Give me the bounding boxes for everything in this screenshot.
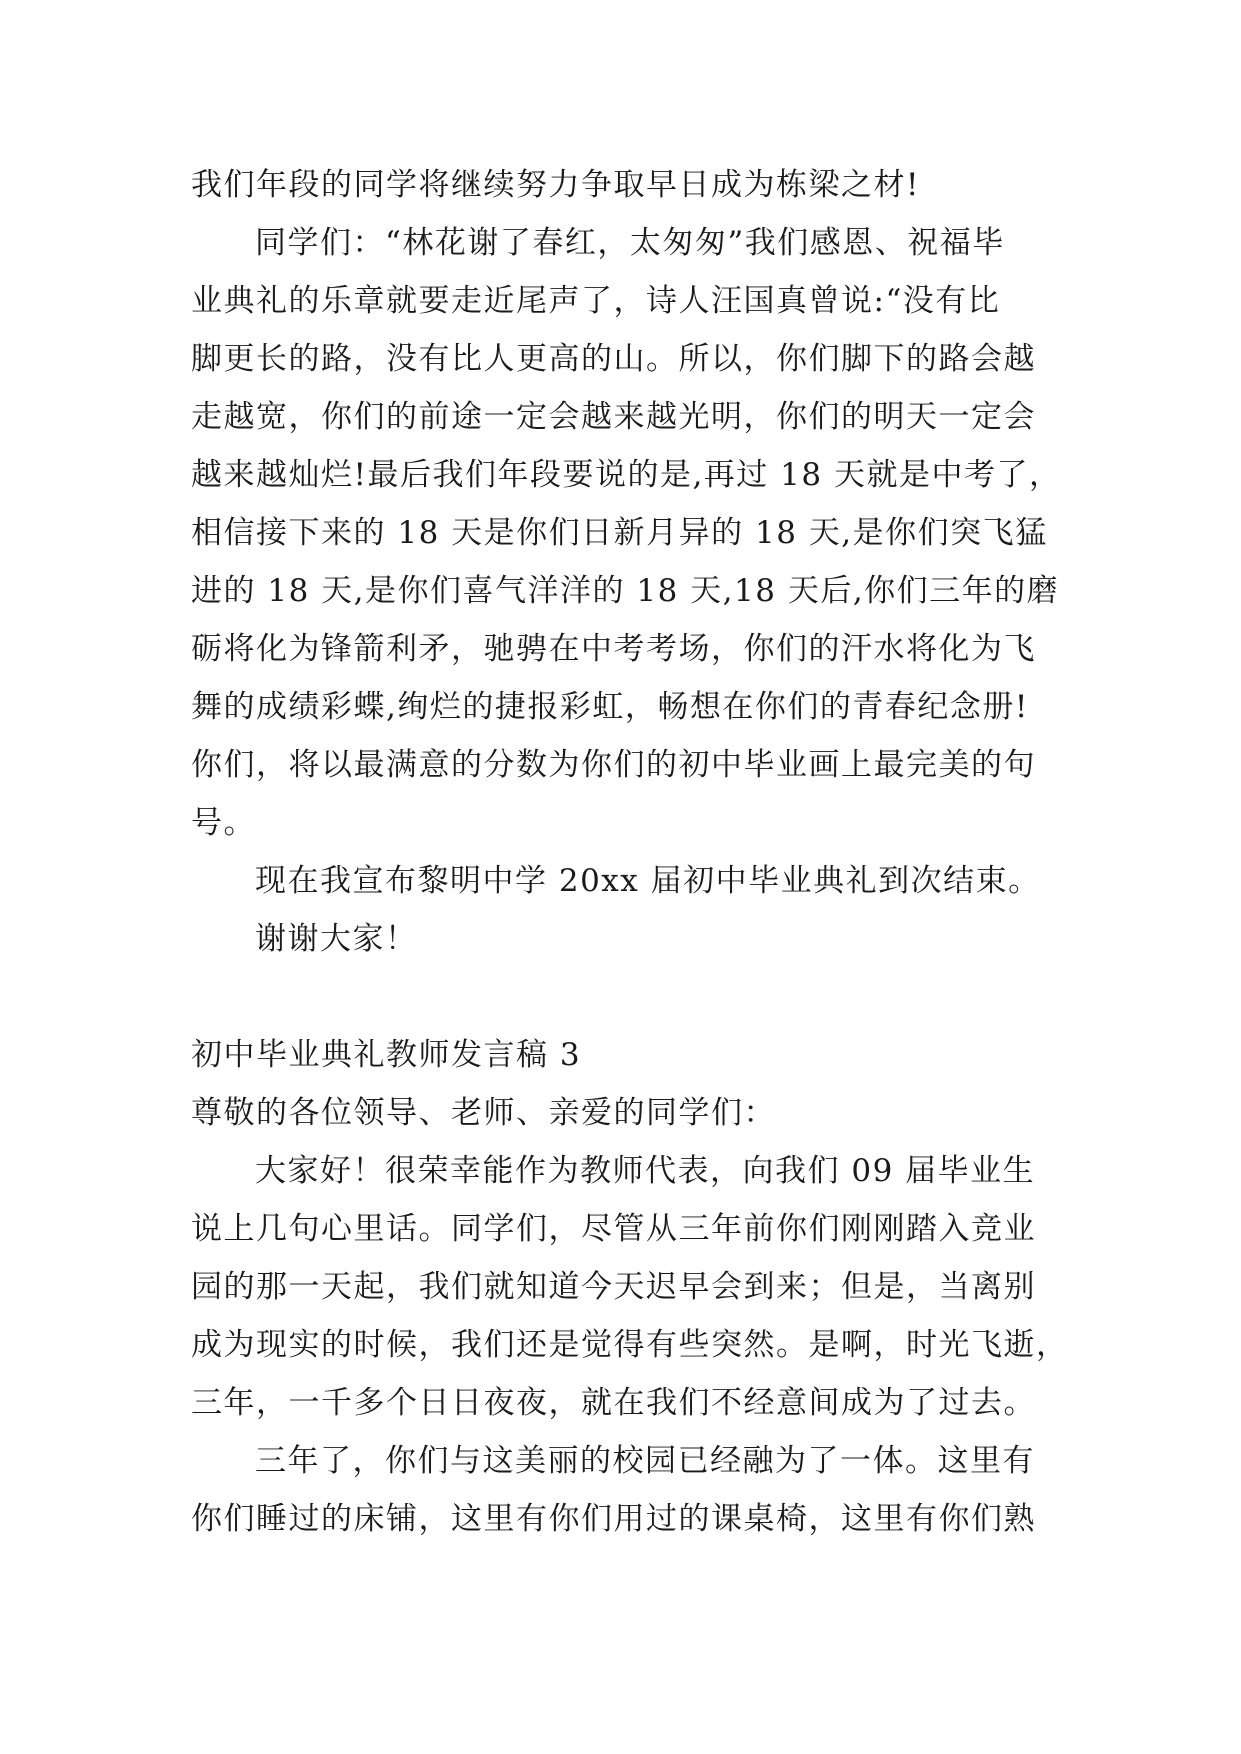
text-line: 园的那一天起，我们就知道今天迟早会到来；但是，当离别	[191, 1269, 1036, 1305]
text-line: 你们睡过的床铺，这里有你们用过的课桌椅，这里有你们熟	[191, 1501, 1036, 1537]
text-line: 砺将化为锋箭利矛，驰骋在中考考场，你们的汗水将化为飞	[191, 631, 1036, 667]
text-line: 号。	[191, 805, 256, 841]
text-line: 成为现实的时候，我们还是觉得有些突然。是啊，时光飞逝，	[191, 1327, 1069, 1363]
text-line: 进的 18 天,是你们喜气洋洋的 18 天,18 天后,你们三年的磨	[191, 573, 1060, 609]
text-line: 现在我宣布黎明中学 20xx 届初中毕业典礼到次结束。	[255, 863, 1041, 899]
text-line: 谢谢大家！	[255, 921, 418, 957]
text-line: 同学们：“林花谢了春红，太匆匆”我们感恩、祝福毕	[255, 225, 1005, 261]
text-line: 越来越灿烂!最后我们年段要说的是,再过 18 天就是中考了，	[191, 457, 1062, 493]
text-line: 说上几句心里话。同学们，尽管从三年前你们刚刚踏入竞业	[191, 1211, 1036, 1247]
text-line: 业典礼的乐章就要走近尾声了，诗人汪国真曾说:“没有比	[191, 283, 1001, 319]
salutation: 尊敬的各位领导、老师、亲爱的同学们：	[191, 1095, 776, 1131]
text-line: 三年，一千多个日日夜夜，就在我们不经意间成为了过去。	[191, 1385, 1036, 1421]
text-line: 我们年段的同学将继续努力争取早日成为栋梁之材!	[191, 167, 920, 203]
text-line: 相信接下来的 18 天是你们日新月异的 18 天,是你们突飞猛	[191, 515, 1048, 551]
text-line: 三年了，你们与这美丽的校园已经融为了一体。这里有	[255, 1443, 1035, 1479]
section-title: 初中毕业典礼教师发言稿 3	[191, 1037, 582, 1073]
text-line: 舞的成绩彩蝶,绚烂的捷报彩虹，畅想在你们的青春纪念册!	[191, 689, 1029, 725]
text-line: 你们，将以最满意的分数为你们的初中毕业画上最完美的句	[191, 747, 1036, 783]
text-line: 大家好！很荣幸能作为教师代表，向我们 09 届毕业生	[255, 1153, 1036, 1189]
text-line: 走越宽，你们的前途一定会越来越光明，你们的明天一定会	[191, 399, 1036, 435]
text-line: 脚更长的路，没有比人更高的山。所以，你们脚下的路会越	[191, 341, 1036, 377]
